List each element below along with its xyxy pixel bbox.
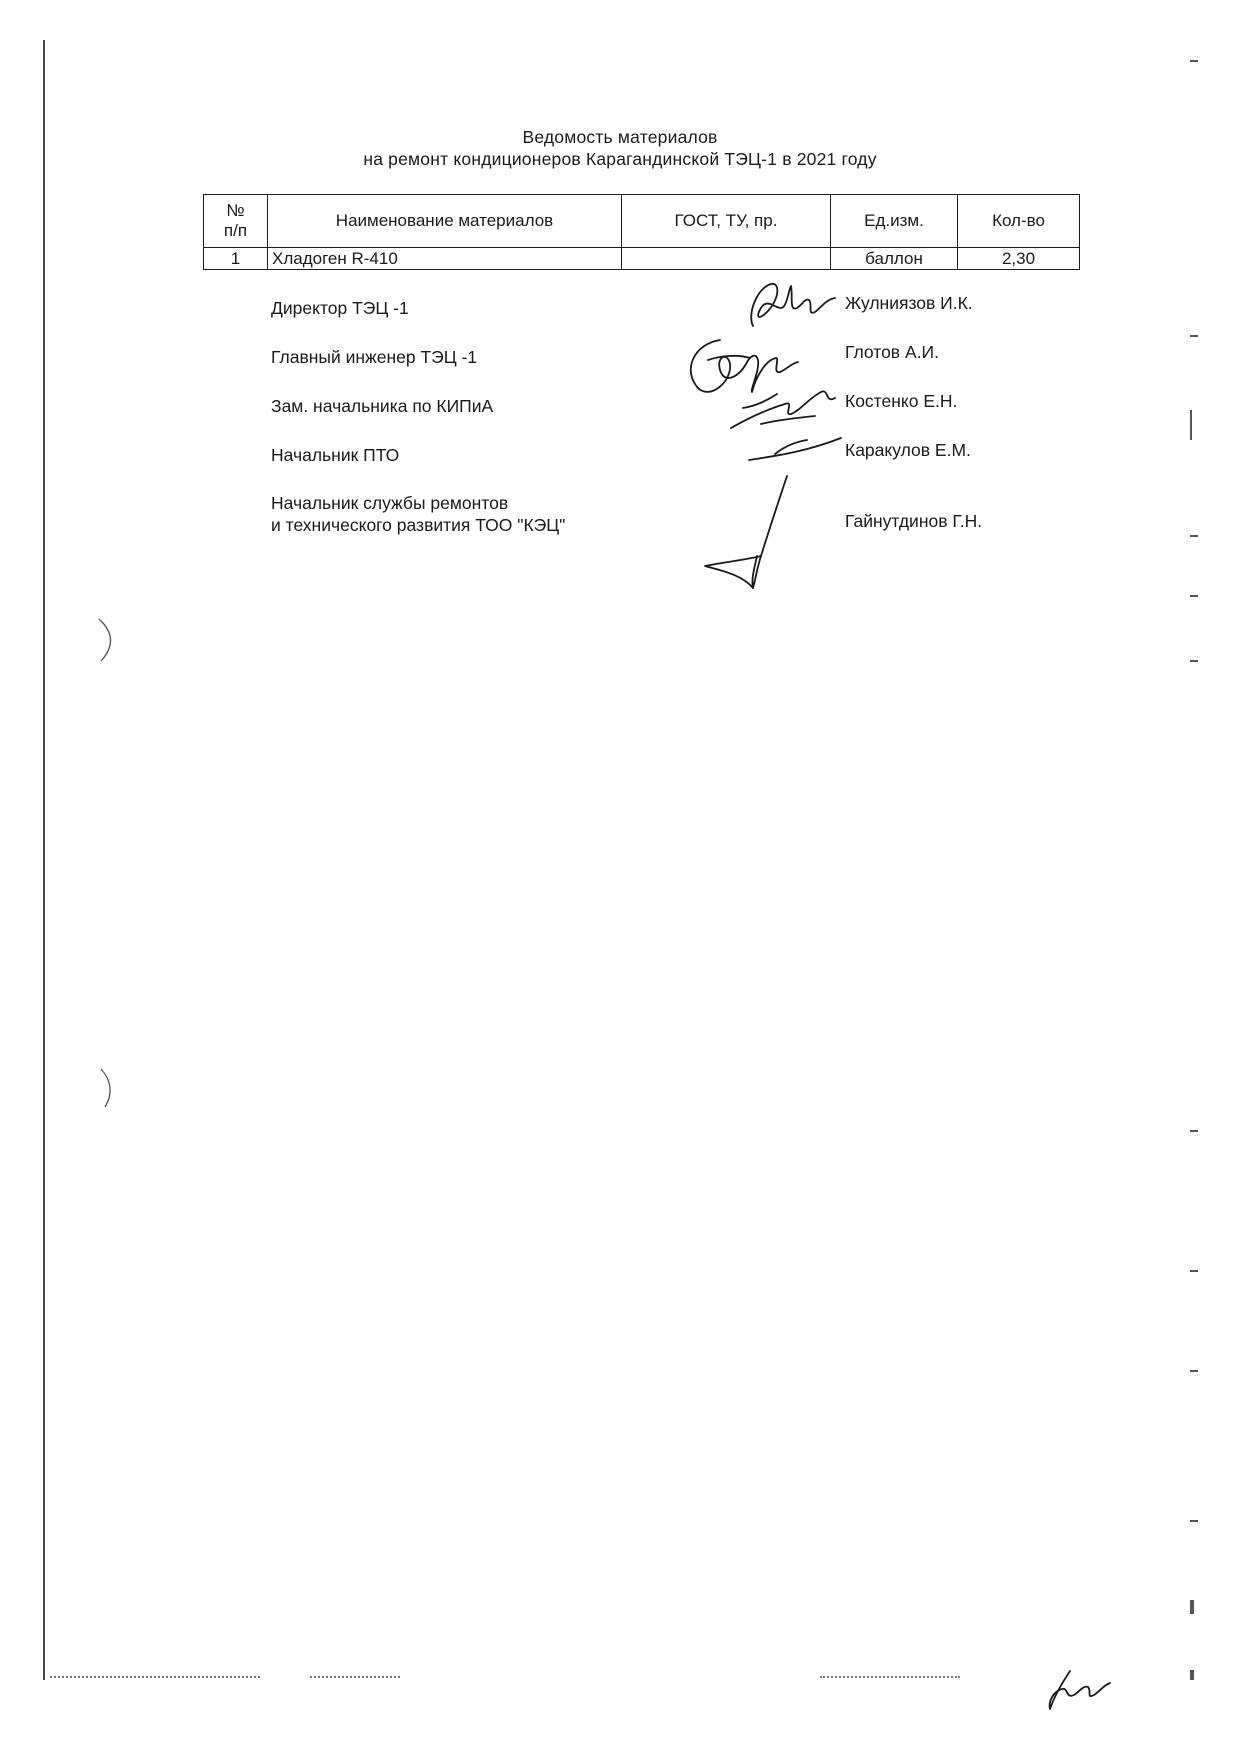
hole-punch-mark (95, 1065, 125, 1115)
signatory-position-line1: Начальник службы ремонтов (271, 493, 509, 513)
handwritten-signature (725, 380, 845, 440)
header-unit: Ед.изм. (831, 195, 958, 248)
title-line-1: Ведомость материалов (522, 127, 718, 147)
scan-bottom-dotted-line (820, 1676, 960, 1679)
handwritten-signature (695, 470, 805, 595)
scan-right-edge-marks (1190, 40, 1200, 1680)
scan-bottom-dotted-line (50, 1676, 260, 1679)
cell-qty: 2,30 (958, 248, 1080, 270)
handwritten-signature (745, 428, 845, 468)
header-num-line1: № (226, 201, 245, 220)
header-num-line2: п/п (223, 221, 248, 240)
document-title (0, 126, 1240, 170)
table-header-row (204, 195, 1080, 248)
signatory-position: Начальник ПТО (271, 445, 400, 465)
handwritten-signature (745, 278, 845, 338)
header-qty: Кол-во (958, 195, 1080, 248)
header-gost: ГОСТ, ТУ, пр. (622, 195, 831, 248)
signatory-position: Директор ТЭЦ -1 (271, 298, 409, 318)
handwritten-initials (1040, 1665, 1115, 1715)
cell-num: 1 (204, 248, 268, 270)
signatory-position: Зам. начальника по КИПиА (271, 396, 494, 416)
hole-punch-mark (95, 615, 125, 665)
header-num (204, 195, 268, 248)
signatory-name: Жулниязов И.К. (845, 293, 973, 313)
title-line-2: на ремонт кондиционеров Карагандинской ТЭЦ-1 в 2021 году (363, 149, 877, 169)
signatory-position: Главный инженер ТЭЦ -1 (271, 347, 478, 367)
scan-edge-line (43, 40, 45, 1680)
signatory-name: Глотов А.И. (845, 342, 939, 362)
signatory-position-line2: и технического развития ТОО "КЭЦ" (271, 515, 566, 535)
scan-bottom-dotted-line (310, 1676, 400, 1679)
signatory-name: Костенко Е.Н. (845, 391, 958, 411)
cell-name: Хладоген R-410 (268, 248, 622, 270)
signatory-name: Гайнутдинов Г.Н. (845, 511, 983, 531)
header-name: Наименование материалов (268, 195, 622, 248)
materials-table (203, 194, 1080, 270)
cell-gost (622, 248, 831, 270)
cell-unit: баллон (831, 248, 958, 270)
handwritten-signature (680, 330, 810, 405)
table-row (204, 248, 1080, 270)
signatory-name: Каракулов Е.М. (845, 440, 971, 460)
